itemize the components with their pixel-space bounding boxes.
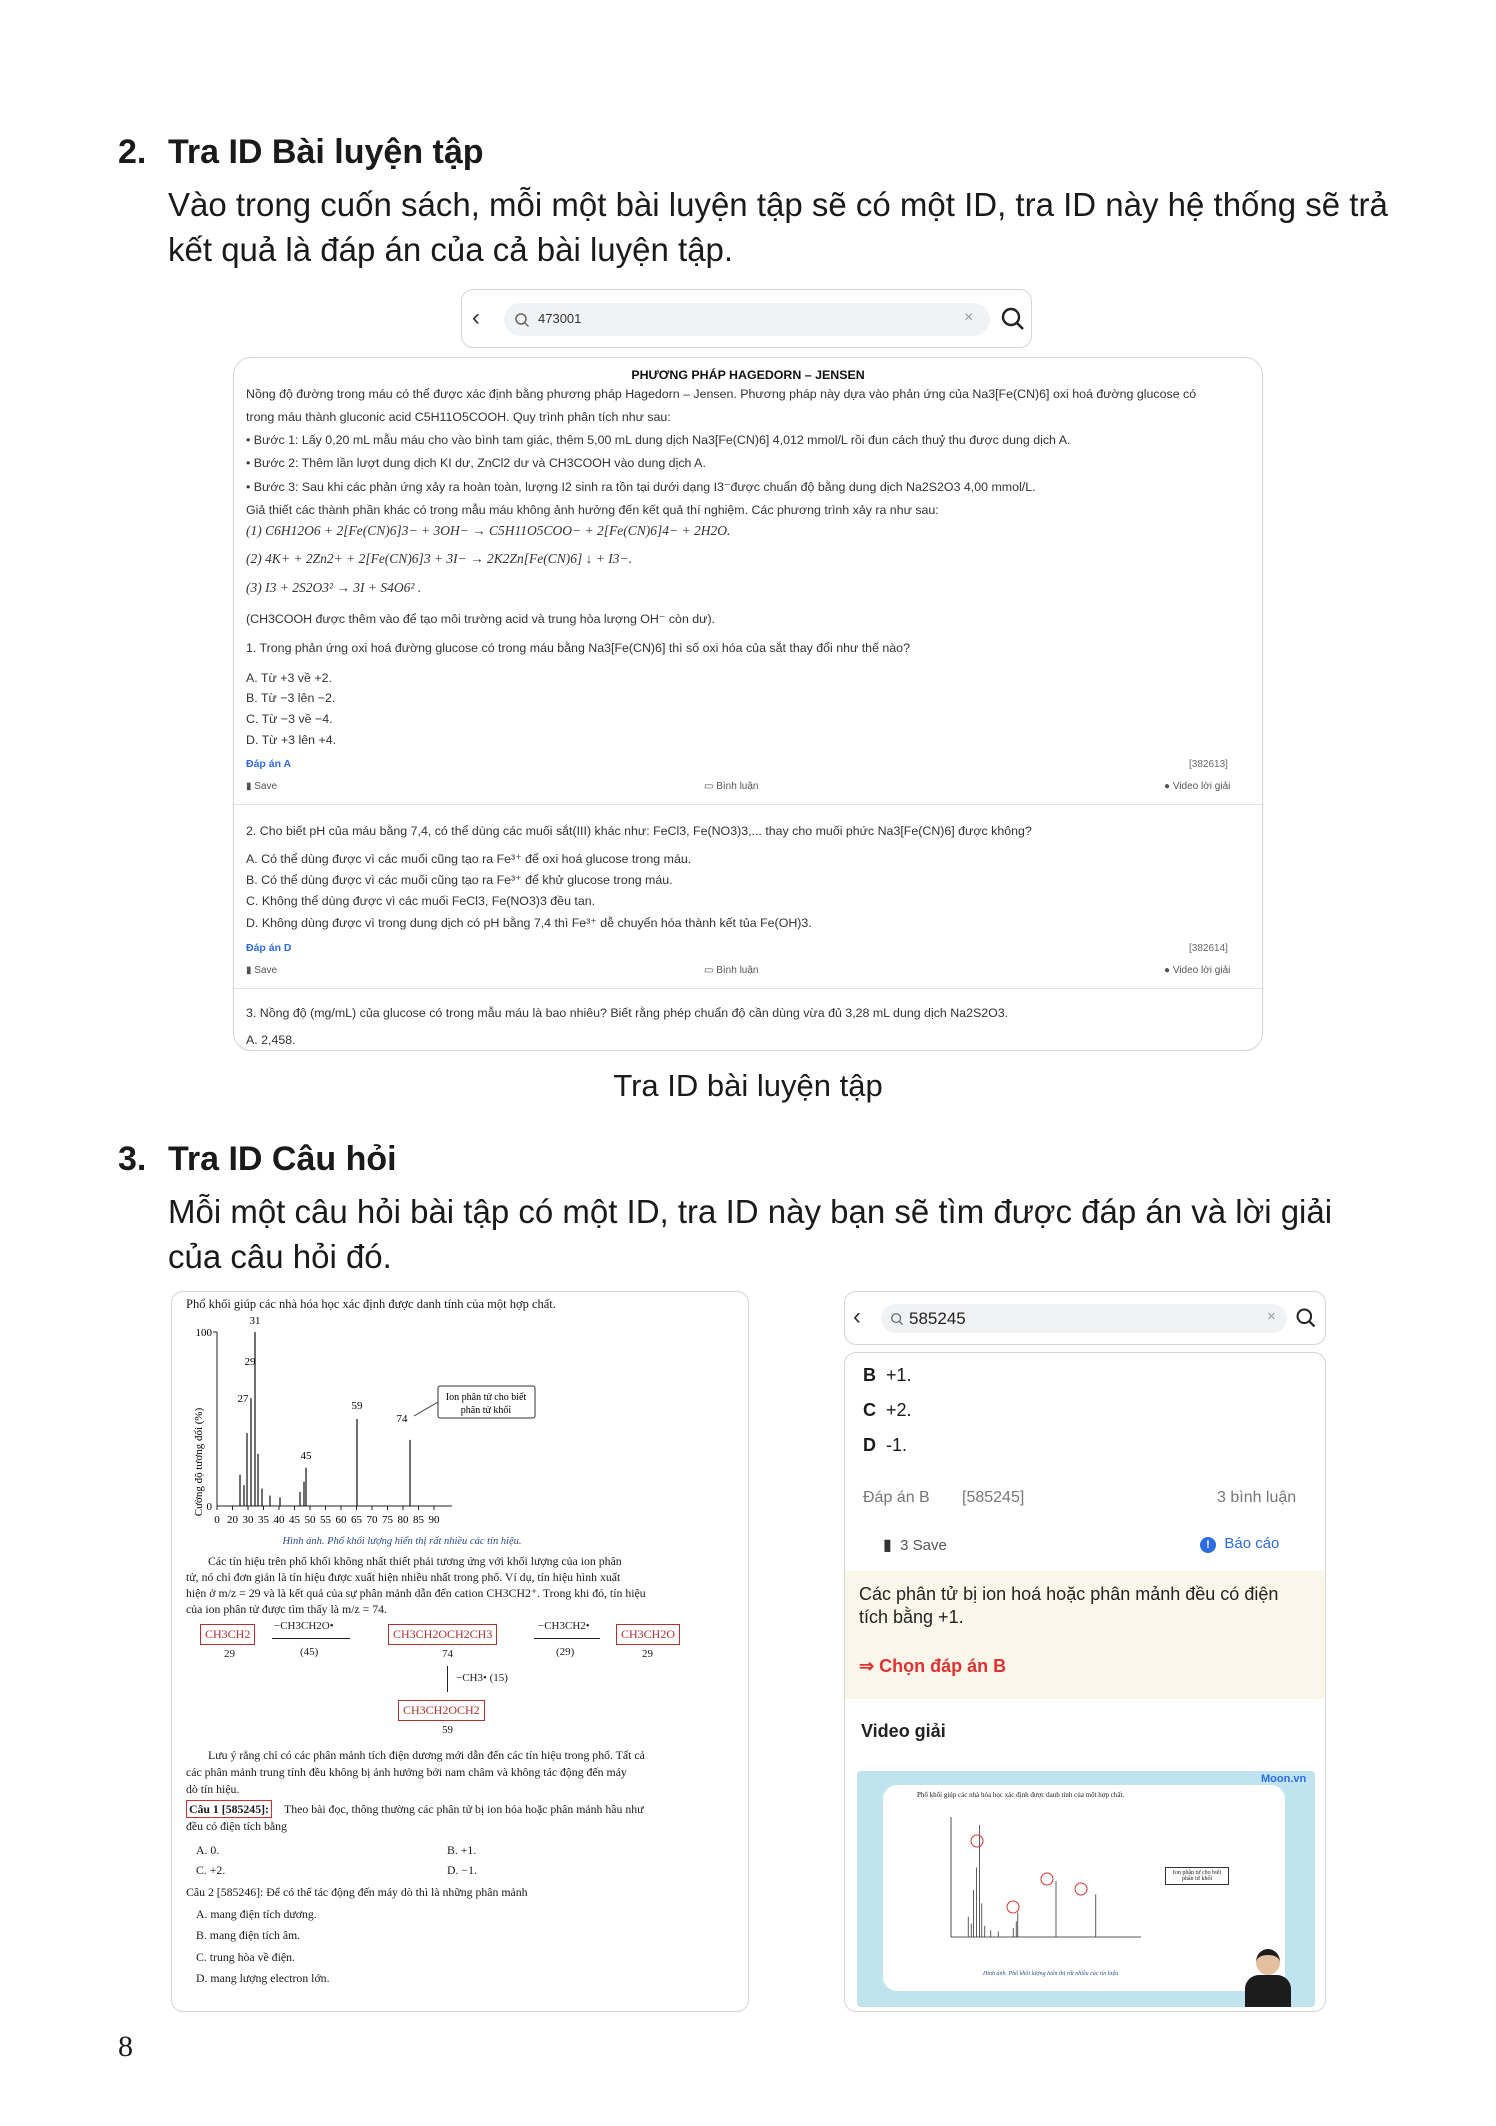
book-q1-option-b: B. +1. <box>447 1843 477 1857</box>
y-tick-100: 100 <box>195 1327 212 1339</box>
info-icon: ! <box>1200 1537 1216 1553</box>
exercise-step2: • Bước 2: Thêm lần lượt dung dịch KI dư, ZnCl2 dư và CH3COOH vào dung dịch A. <box>246 456 706 470</box>
book-note-3: dò tín hiệu. <box>186 1782 240 1796</box>
q1-option-a[interactable]: A. Từ +3 về +2. <box>246 671 332 685</box>
video-caption: Hình ảnh. Phổ khối lượng hiển thị rất nhiều các tín hiệu <box>983 1971 1119 1977</box>
clear-icon[interactable]: × <box>1267 1308 1276 1325</box>
highlight-circle <box>1041 1873 1053 1885</box>
report-button[interactable] <box>1200 1535 1279 1553</box>
book-q1-text2: đều có điện tích bằng <box>186 1819 287 1833</box>
option-d-row[interactable] <box>863 1435 907 1456</box>
section3-number: 3. <box>118 1140 147 1178</box>
book-note-2: các phân mảnh trung tính đều không bị ảnh hưởng bởi nam châm và không tác động đến máy <box>186 1765 627 1779</box>
callout-line2: phân tử khối <box>460 1405 512 1416</box>
report-label: Báo cáo <box>1224 1535 1280 1552</box>
x-tick-label: 20 <box>227 1514 238 1526</box>
peak-label-31: 31 <box>249 1315 261 1327</box>
x-tick-label: 65 <box>351 1514 362 1526</box>
fragment-74-mass: 74 <box>442 1648 453 1660</box>
search-input[interactable] <box>504 303 990 336</box>
section2-para-line1: Vào trong cuốn sách, mỗi một bài luyện tập sẽ có một ID, tra ID này hệ thống sẽ trả <box>168 186 1388 223</box>
book-q2-option-d: D. mang lượng electron lớn. <box>196 1971 330 1985</box>
comment-icon: ▭ <box>704 965 714 976</box>
section3-title: Tra ID Câu hỏi <box>168 1140 397 1178</box>
presenter-avatar <box>1241 1947 1295 2007</box>
back-chevron-icon[interactable]: ‹ <box>853 1303 861 1330</box>
book-q2-option-c: C. trung hòa về điện. <box>196 1950 295 1964</box>
play-icon: ● <box>1164 965 1171 976</box>
section2-title: Tra ID Bài luyện tập <box>168 133 484 171</box>
q2-option-c[interactable]: C. Không thể dùng được vì các muối FeCl3, Fe(NO3)3 đều tan. <box>246 894 596 908</box>
search-button-icon[interactable] <box>1000 306 1026 332</box>
app-search-value: 585245 <box>909 1309 966 1328</box>
back-chevron-icon[interactable]: ‹ <box>472 304 480 331</box>
x-tick-label: 50 <box>304 1514 316 1526</box>
q1-video-button[interactable] <box>1164 781 1230 792</box>
book-body-4: của ion phân tử được tìm thấy là m/z = 74. <box>186 1602 387 1616</box>
callout-line1: Ion phân tử cho biết <box>445 1392 527 1403</box>
bookmark-icon: ▮ <box>246 965 252 976</box>
answer-label: Đáp án B <box>863 1489 930 1506</box>
y-tick-0: 0 <box>206 1501 212 1513</box>
book-intro: Phổ khối giúp các nhà hóa học xác định được danh tính của một hợp chất. <box>186 1297 556 1311</box>
explanation-text: Các phân tử bị ion hoá hoặc phân mảnh đều có điện tích bằng +1. <box>859 1584 1279 1627</box>
book-q2-option-a: A. mang điện tích dương. <box>196 1907 317 1921</box>
fragment-74: CH3CH2OCH2CH3 <box>388 1624 497 1645</box>
option-value: -1. <box>886 1435 908 1455</box>
exercise-intro2: trong máu thành gluconic acid C5H11O5COOH. Quy trình phân tích như sau: <box>246 410 671 424</box>
x-tick-label: 30 <box>242 1514 254 1526</box>
clear-icon[interactable]: × <box>964 309 974 326</box>
q2-answer: Đáp án D <box>246 942 292 954</box>
loss-45: −CH3CH2O• <box>274 1620 334 1632</box>
peak-label-74: 74 <box>396 1413 408 1425</box>
equation-3: (3) I3 + 2S2O3² → 3I + S4O6² . <box>246 580 422 595</box>
q2-save-label: Save <box>254 965 278 976</box>
q1-video-label: Video lời giải <box>1172 781 1231 792</box>
exercise-panel <box>233 357 1263 1051</box>
option-value: +1. <box>886 1365 912 1385</box>
app-result-panel <box>844 1352 1326 2012</box>
book-q1-tag: Câu 1 [585245]: <box>186 1800 272 1818</box>
q2-id: [382614] <box>1189 943 1228 954</box>
equation-2: (2) 4K+ + 2Zn2+ + 2[Fe(CN)6]3 + 3I− → 2K2Zn[Fe(CN)6] ↓ + I3−. <box>246 551 633 566</box>
search-button-icon[interactable] <box>1295 1307 1317 1329</box>
loss-29: −CH3CH2• <box>538 1620 590 1632</box>
option-b-row[interactable] <box>863 1365 912 1386</box>
q2-option-a[interactable]: A. Có thể dùng được vì các muối cũng tạo ra Fe³⁺ để oxi hoá glucose trong máu. <box>246 852 692 866</box>
q1-id: [382613] <box>1189 759 1228 770</box>
app-search-panel <box>844 1291 1326 1345</box>
fragment-29-mass: 29 <box>224 1648 235 1660</box>
loss-45-mass: (45) <box>300 1646 319 1658</box>
loss-15: −CH3• (15) <box>456 1672 508 1684</box>
q1-comment-label: Bình luận <box>716 781 759 792</box>
video-brand-logo: Moon.vn <box>1261 1773 1307 1785</box>
figure-caption: Hình ảnh. Phổ khối lượng hiển thị rất nhiều các tín hiệu. <box>282 1536 522 1547</box>
book-body-2: tử, nó chỉ đơn giản là tín hiệu được xuất hiện nhiều nhất trong phổ. Ví dụ, tín hiệu hình xuất <box>186 1570 621 1584</box>
book-q2-line: Câu 2 [585246]: Để có thể tác động đến máy dò thì là những phân mảnh <box>186 1885 528 1899</box>
option-c-row[interactable] <box>863 1400 912 1421</box>
divider <box>234 988 1262 989</box>
x-tick-label: 45 <box>289 1514 300 1526</box>
q1-comment-button[interactable] <box>704 781 759 792</box>
highlight-circle <box>1007 1901 1019 1913</box>
peak-label-29: 29 <box>244 1356 256 1368</box>
search-panel <box>461 289 1032 348</box>
q2-option-b[interactable]: B. Có thể dùng được vì các muối cũng tạo ra Fe³⁺ để khử glucose trong máu. <box>246 873 673 887</box>
section2-number: 2. <box>118 133 147 171</box>
section2-caption: Tra ID bài luyện tập <box>613 1068 883 1103</box>
x-ticks <box>214 1506 440 1526</box>
x-tick-label: 55 <box>320 1514 331 1526</box>
q2-video-label: Video lời giải <box>1172 965 1231 976</box>
comments-link[interactable]: 3 bình luận <box>1217 1489 1297 1506</box>
search-value: 473001 <box>538 311 582 326</box>
book-q1-option-c: C. +2. <box>196 1863 226 1877</box>
presenter-body <box>1245 1975 1291 2007</box>
fragment-59-mass: 59 <box>442 1724 453 1736</box>
book-body-1: Các tín hiệu trên phổ khối không nhất thiết phải tương ứng với khối lượng của ion phân <box>208 1554 622 1568</box>
video-slide <box>883 1785 1285 1991</box>
search-icon <box>514 312 530 328</box>
exercise-intro1: Nồng độ đường trong máu có thể được xác định bằng phương pháp Hagedorn – Jensen. Phương pháp này dựa vào phản ứng của Na3[Fe(CN)6] oxi hoá đường glucose có <box>246 387 1197 401</box>
book-q1-text: Theo bài đọc, thông thường các phân tử bị ion hóa hoặc phân mảnh hầu như <box>284 1802 644 1816</box>
fragment-29b: CH3CH2O <box>616 1624 680 1645</box>
q1-answer: Đáp án A <box>246 758 292 770</box>
book-q1-option-a: A. 0. <box>196 1843 220 1857</box>
save-button[interactable] <box>883 1535 947 1555</box>
highlight-circle <box>971 1835 983 1847</box>
divider <box>234 804 1262 805</box>
option-value: +2. <box>886 1400 912 1420</box>
x-tick-label: 85 <box>413 1514 424 1526</box>
section3-para-line1: Mỗi một câu hỏi bài tập có một ID, tra ID này bạn sẽ tìm được đáp án và lời giải <box>168 1193 1333 1230</box>
explanation-box <box>845 1571 1325 1699</box>
chosen-answer: ⇒ Chọn đáp án B <box>859 1656 1007 1676</box>
bookmark-icon: ▮ <box>246 781 252 792</box>
book-page-panel <box>171 1291 749 2012</box>
section3-para-line2: của câu hỏi đó. <box>168 1238 392 1275</box>
q2-comment-label: Bình luận <box>716 965 759 976</box>
y-axis-label: Cường độ tương đối (%) <box>193 1407 205 1517</box>
callout-pointer <box>414 1402 438 1416</box>
q1-option-d[interactable]: D. Từ +3 lên +4. <box>246 733 337 747</box>
q2-option-d[interactable]: D. Không dùng được vì trong dung dịch có pH bằng 7,4 thì Fe³⁺ dễ chuyển hóa thành kết tủa Fe(OH)3. <box>246 916 812 930</box>
bookmark-icon: ▮ <box>883 1537 892 1554</box>
video-player[interactable] <box>857 1771 1315 2007</box>
save-label: 3 Save <box>900 1537 947 1554</box>
spectrum-peaks <box>237 1332 410 1506</box>
arrow-down <box>447 1666 448 1692</box>
mass-spectrum-chart <box>182 1312 542 1552</box>
option-letter: B <box>863 1365 876 1385</box>
question-3: 3. Nồng độ (mg/mL) của glucose có trong mẫu máu là bao nhiêu? Biết rằng phép chuẩn độ cần dùng vừa đủ 3,28 mL dung dịch Na2S2O3. <box>246 1006 1009 1020</box>
q2-save-button[interactable] <box>246 965 277 976</box>
option-letter: D <box>863 1435 876 1455</box>
play-icon: ● <box>1164 781 1171 792</box>
exercise-step3: • Bước 3: Sau khi các phản ứng xảy ra hoàn toàn, lượng I2 sinh ra tồn tại dưới dạng I3⁻được chuẩn độ bằng dung dịch Na2S2O3 4,00 mmol/L. <box>246 480 1036 494</box>
section2-para-line2: kết quả là đáp án của cả bài luyện tập. <box>168 231 734 268</box>
q1-save-label: Save <box>254 781 278 792</box>
comment-icon: ▭ <box>704 781 714 792</box>
peak-label-27: 27 <box>237 1393 249 1405</box>
video-title: Video giải <box>861 1721 946 1741</box>
exercise-assumption: Giả thiết các thành phần khác có trong mẫu máu không ảnh hưởng đến kết quả thí nghiệm. Các phương trình xảy ra như sau: <box>246 503 939 517</box>
presenter-head <box>1256 1949 1280 1975</box>
page-number: 8 <box>118 2030 133 2063</box>
x-tick-label: 35 <box>258 1514 269 1526</box>
arrow-right <box>534 1638 600 1639</box>
book-q2-option-b: B. mang điện tích âm. <box>196 1928 301 1942</box>
exercise-step1: • Bước 1: Lấy 0,20 mL mẫu máu cho vào bình tam giác, thêm 5,00 mL dung dịch Na3[Fe(CN)6] 4,012 mmol/L rồi đun cách thuỷ thu được dung dịch A. <box>246 433 1071 447</box>
fragment-59: CH3CH2OCH2 <box>398 1700 485 1721</box>
q1-save-button[interactable] <box>246 781 277 792</box>
exercise-title: PHƯƠNG PHÁP HAGEDORN – JENSEN <box>631 368 865 382</box>
x-tick-label: 40 <box>273 1514 285 1526</box>
x-tick-label: 75 <box>382 1514 393 1526</box>
highlight-circle <box>1075 1883 1087 1895</box>
equation-1: (1) C6H12O6 + 2[Fe(CN)6]3− + 3OH− → C5H11O5COO− + 2[Fe(CN)6]4− + 2H2O. <box>246 523 731 538</box>
question-2: 2. Cho biết pH của máu bằng 7,4, có thể dùng các muối sắt(III) khác như: FeCl3, Fe(NO3)3,... thay cho muối phức Na3[Fe(CN)6] được không? <box>246 824 1032 838</box>
x-tick-label: 70 <box>366 1514 378 1526</box>
x-tick-label: 0 <box>214 1514 220 1526</box>
question-1: 1. Trong phản ứng oxi hoá đường glucose có trong máu bằng Na3[Fe(CN)6] thì số oxi hóa của sắt thay đổi như thế nào? <box>246 641 910 655</box>
q2-video-button[interactable] <box>1164 965 1230 976</box>
book-note-1: Lưu ý rằng chỉ có các phân mảnh tích điện dương mới dẫn đến các tín hiệu trong phổ. Tất cả <box>208 1748 645 1762</box>
peak-label-45: 45 <box>300 1450 312 1462</box>
x-tick-label: 90 <box>428 1514 440 1526</box>
question-id: [585245] <box>962 1489 1025 1506</box>
q3-option-a[interactable]: A. 2,458. <box>246 1033 296 1047</box>
app-search-input[interactable] <box>881 1304 1287 1333</box>
q1-option-b[interactable]: B. Từ −3 lên −2. <box>246 691 336 705</box>
arrow-left <box>272 1638 350 1639</box>
video-mini-chart <box>921 1807 1151 1967</box>
q2-comment-button[interactable] <box>704 965 759 976</box>
video-slide-header: Phổ khối giúp các nhà hóa học xác định được danh tính của một hợp chất. <box>917 1791 1125 1799</box>
exercise-note: (CH3COOH được thêm vào để tạo môi trường acid và trung hòa lượng OH⁻ còn dư). <box>246 612 716 626</box>
option-letter: C <box>863 1400 876 1420</box>
peak-label-59: 59 <box>351 1400 363 1412</box>
book-body-3: hiện ở m/z = 29 và là kết quả của sự phân mảnh dẫn đến cation CH3CH2⁺. Trong khi đó, tín hiệu <box>186 1586 646 1600</box>
x-tick-label: 60 <box>335 1514 347 1526</box>
fragment-29: CH3CH2 <box>200 1624 255 1645</box>
q1-option-c[interactable]: C. Từ −3 về −4. <box>246 712 333 726</box>
x-tick-label: 80 <box>397 1514 409 1526</box>
search-icon <box>890 1312 904 1326</box>
book-q1-option-d: D. −1. <box>447 1863 477 1877</box>
loss-29-mass: (29) <box>556 1646 575 1658</box>
video-callout: Ion phân tử cho biết phân tử khối <box>1165 1867 1229 1885</box>
fragment-29b-mass: 29 <box>642 1648 653 1660</box>
